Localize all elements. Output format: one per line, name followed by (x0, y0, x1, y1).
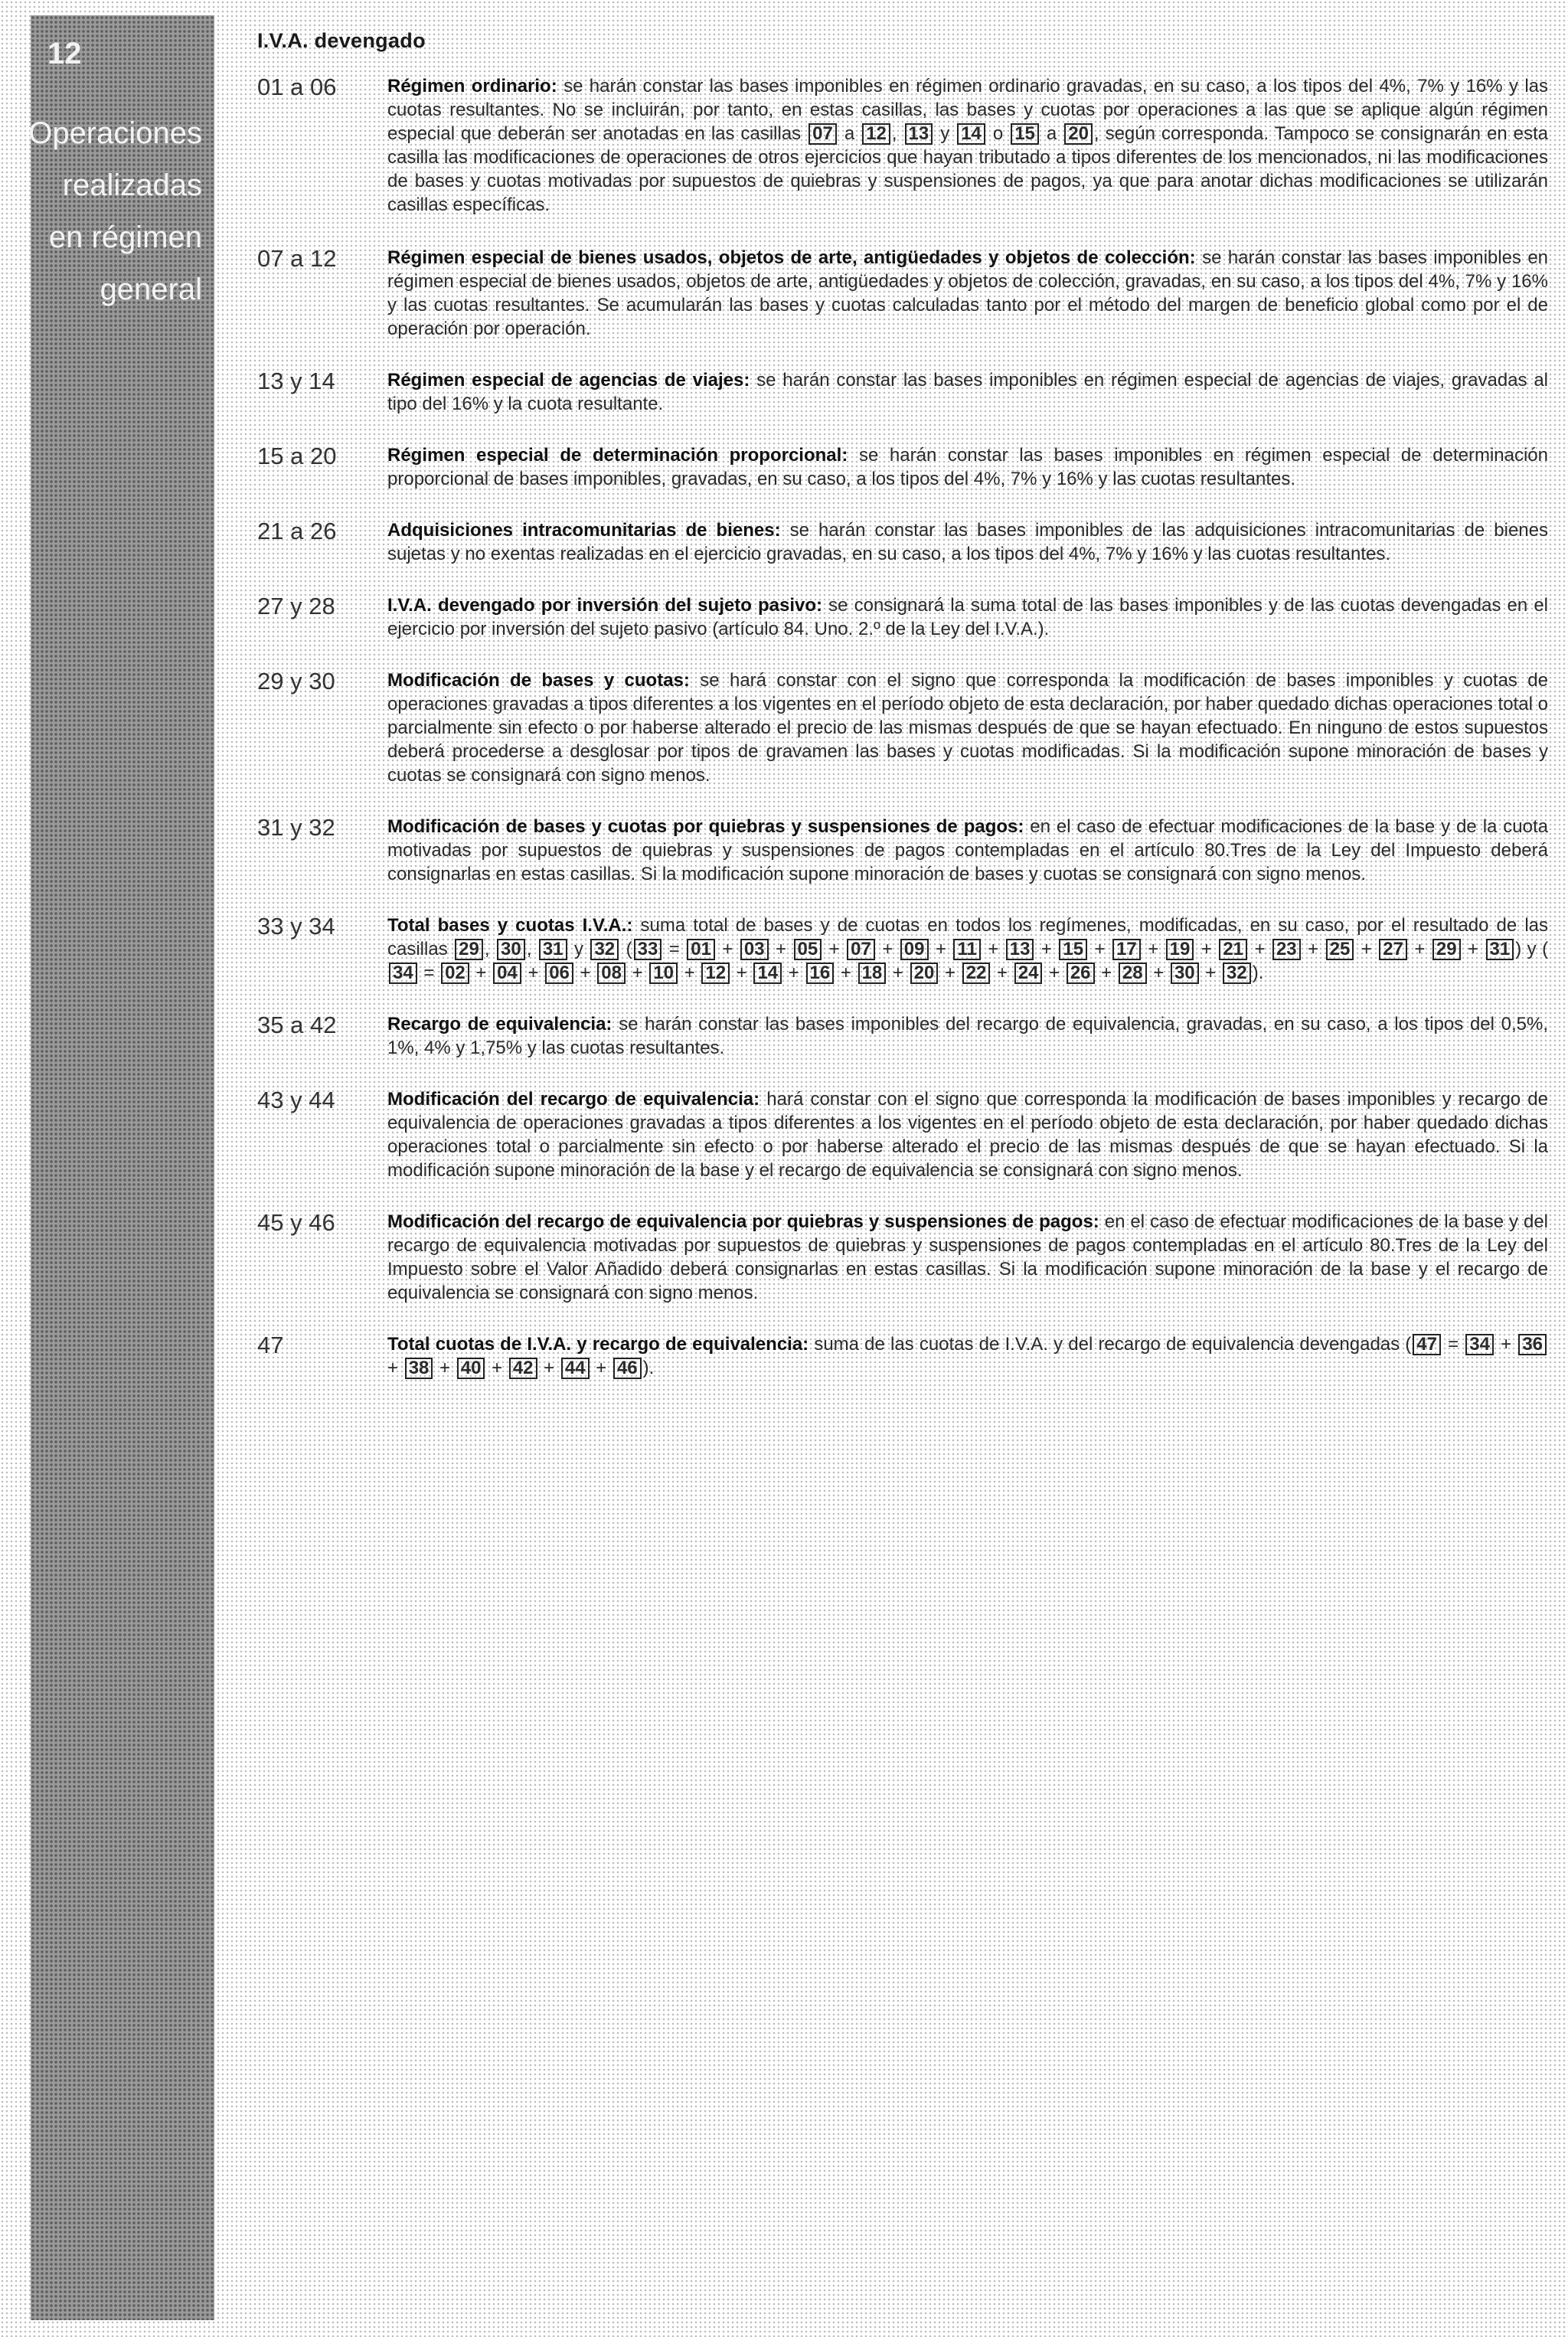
entry-body (387, 1012, 1548, 1060)
entry-code: 47 (257, 1332, 284, 1358)
entry-code: 45 y 46 (257, 1209, 335, 1236)
box-ref: 29 (1432, 939, 1461, 960)
entry-code: 31 y 32 (257, 814, 335, 841)
box-ref: 07 (808, 123, 837, 145)
entry-text: en el caso de efectuar modificaciones de la base y del recargo de equivalencia motivadas por supuestos de quiebras y suspensiones de pagos contempladas en el artículo 80.Tres de la Ley del Impuesto sobre el Valor Añadido deberá consignarlas en estas casillas. Si la modificación supone minoración de la base y el recargo de equivalencia se consignará con signo menos. (387, 1211, 1549, 1303)
entry-title: Modificación del recargo de equivalencia: (387, 1089, 760, 1110)
entry-title: Modificación de bases y cuotas: (387, 670, 690, 691)
section-number: 12 (47, 37, 82, 70)
box-ref: 14 (957, 123, 985, 145)
section-sidebar-title (28, 107, 202, 315)
box-ref: 34 (1465, 1334, 1494, 1355)
box-ref: 38 (405, 1358, 433, 1379)
box-ref: 36 (1518, 1334, 1547, 1355)
entry-title: Modificación del recargo de equivalencia por quiebras y suspensiones de pagos: (387, 1211, 1099, 1232)
main-content (257, 29, 1548, 1380)
box-ref: 22 (962, 963, 991, 984)
box-ref: 46 (613, 1358, 642, 1379)
box-ref: 07 (847, 939, 875, 960)
entry-code: 13 y 14 (257, 368, 335, 394)
box-ref: 31 (539, 939, 567, 960)
box-ref: 12 (701, 963, 730, 984)
entry-text: suma de las cuotas de I.V.A. y del recargo de equivalencia devengadas ( 47 = 34 + 36 + 38 + 40 + 42 + 44 + 46 ). (387, 1334, 1548, 1378)
box-ref: 01 (687, 939, 715, 960)
entry-body (387, 1087, 1548, 1182)
entry-code: 29 y 30 (257, 668, 335, 695)
sidebar-panel (28, 15, 214, 2320)
entry-text: suma total de bases y de cuotas en todos los regímenes, modificadas, en su caso, por el resultado de las casillas 29 , 30 , 31 y 32 ( 33 = 01 + 03 + 05 + 07 + 09 + 11 + 13 + 15 + 17 + 19 + 21 + 23 + 25 + 27 + 29 + 31 ) y (34 = 02 + 04 + 06 + 08 + 10 + 12 + 14 + 16 + 18 + 20 + 22 + 24 + 26 + 28 + 30 + 32 ). (387, 915, 1549, 983)
section-title: I.V.A. devengado (257, 29, 426, 52)
entry-title: Régimen especial de determinación proporcional: (387, 445, 848, 466)
entry-body (387, 74, 1548, 217)
box-ref: 12 (862, 123, 890, 145)
entry-07-12 (257, 246, 1548, 341)
sidebar-title-line: en régimen (48, 221, 202, 254)
box-ref: 29 (455, 939, 483, 960)
box-ref: 31 (1486, 939, 1514, 960)
box-ref: 21 (1219, 939, 1247, 960)
entry-body (387, 1210, 1548, 1305)
box-ref: 24 (1014, 963, 1043, 984)
box-ref: 28 (1119, 963, 1147, 984)
box-ref: 13 (905, 123, 933, 145)
entry-title: Total cuotas de I.V.A. y recargo de equivalencia: (387, 1334, 809, 1355)
entry-title: Régimen especial de agencias de viajes: (387, 370, 750, 391)
entry-45-46 (257, 1210, 1548, 1305)
box-ref: 40 (457, 1358, 485, 1379)
entry-title: Régimen ordinario: (387, 76, 557, 96)
entry-text: se hará constar con el signo que corresponda la modificación de bases imponibles y cuotas de operaciones gravadas a tipos diferentes a los vigentes en el período objeto de esta declaración, por haber quedado dichas operaciones total o parcialmente sin efecto o por haberse alterado el precio de las mismas después de que se hayan efectuado. En ninguno de estos supuestos deberá procederse a desglosar por tipos de gravamen las bases y cuotas modificadas. Si la modificación supone minoración de bases y cuotas se consignará con signo menos. (387, 670, 1548, 786)
entry-text: se harán constar las bases imponibles en régimen especial de bienes usados, objetos de arte, antigüedades y objetos de colección, gravadas, en su caso, a los tipos del 4%, 7% y 16% y las cuotas resultantes. Se acumularán las bases y cuotas calculadas tanto por el método del margen de beneficio global como por el de operación por operación. (387, 247, 1549, 339)
sidebar-title-line: realizadas (62, 168, 202, 202)
box-ref: 47 (1413, 1334, 1441, 1355)
entry-47 (257, 1332, 1548, 1380)
entry-35-42 (257, 1012, 1548, 1060)
entry-title: Modificación de bases y cuotas por quiebras y suspensiones de pagos: (387, 816, 1024, 837)
entry-text: se consignará la suma total de las bases imponibles y de las cuotas devengadas en el ejercicio por inversión del sujeto pasivo (artículo 84. Uno. 2.º de la Ley del I.V.A.). (387, 595, 1549, 639)
entry-text: hará constar con el signo que corresponda la modificación de bases imponibles y recargo de equivalencia de operaciones gravadas a tipos diferentes a los vigentes en el período objeto de esta declaración, por haber quedado dichas operaciones total o parcialmente sin efecto o por haberse alterado el precio de las mismas después de que se hayan efectuado. Si la modificación supone minoración de la base y el recargo de equivalencia se consignará con signo menos. (387, 1089, 1548, 1181)
entry-33-34 (257, 914, 1548, 985)
box-ref: 20 (1064, 123, 1093, 145)
entry-body (387, 518, 1548, 566)
box-ref: 18 (858, 963, 887, 984)
entry-code: 07 a 12 (257, 245, 337, 272)
box-ref: 44 (561, 1358, 590, 1379)
entry-code: 43 y 44 (257, 1087, 335, 1113)
sidebar-title-line: general (100, 273, 202, 306)
entry-code: 33 y 34 (257, 913, 335, 940)
entry-text: se harán constar las bases imponibles en régimen ordinario gravadas, en su caso, a los tipos del 4%, 7% y 16% y las cuotas resultantes. No se incluirán, por tanto, en estas casillas, las bases y cuotas por operaciones a las que se aplique algún régimen especial que deberán ser anotadas en las casillas 07 a 12 , 13 y 14 o 15 a 20 , según corresponda. Tampoco se consignarán en esta casilla las modificaciones de operaciones de otros ejercicios que hayan tributado a tipos diferentes de los mencionados, ni las modificaciones de bases y cuotas motivadas por supuestos de quiebras y suspensiones de pagos, ya que para anotar dichas modificaciones se utilizarán casillas específicas. (387, 76, 1549, 215)
entry-text: se harán constar las bases imponibles en régimen especial de determinación proporcional de bases imponibles, gravadas, en su caso, a los tipos del 4%, 7% y 16% y las cuotas resultantes. (387, 445, 1549, 489)
entry-body (387, 815, 1548, 886)
box-ref: 27 (1379, 939, 1407, 960)
entry-body (387, 914, 1548, 985)
entry-21-26 (257, 518, 1548, 566)
entry-body (387, 368, 1548, 416)
entry-15-20 (257, 443, 1548, 491)
entry-body (387, 668, 1548, 787)
box-ref: 30 (497, 939, 525, 960)
entry-29-30 (257, 668, 1548, 787)
entry-body (387, 1332, 1548, 1380)
entry-text: se harán constar las bases imponibles en régimen especial de agencias de viajes, gravadas al tipo del 16% y la cuota resultante. (387, 370, 1549, 414)
box-ref: 08 (597, 963, 626, 984)
box-ref: 19 (1166, 939, 1194, 960)
entry-text: en el caso de efectuar modificaciones de la base y de la cuota motivadas por supuestos de quiebras y suspensiones de pagos contempladas en el artículo 80.Tres de la Ley del Impuesto deberá consignarlas en estas casillas. Si la modificación supone minoración de bases y cuotas se consignará con signo menos. (387, 816, 1548, 884)
box-ref: 26 (1067, 963, 1095, 984)
entry-title: Régimen especial de bienes usados, objetos de arte, antigüedades y objetos de colección: (387, 247, 1196, 268)
entry-title: I.V.A. devengado por inversión del sujeto pasivo: (387, 595, 823, 616)
entry-title: Recargo de equivalencia: (387, 1014, 612, 1034)
entry-13-14 (257, 368, 1548, 416)
entry-body (387, 246, 1548, 341)
box-ref: 10 (649, 963, 678, 984)
box-ref: 32 (1223, 963, 1251, 984)
box-ref: 14 (753, 963, 782, 984)
box-ref: 20 (910, 963, 939, 984)
box-ref: 33 (634, 939, 662, 960)
entry-text: se harán constar las bases imponibles del recargo de equivalencia, gravadas, en su caso, a los tipos del 0,5%, 1%, 4% y 1,75% y las cuotas resultantes. (387, 1014, 1549, 1058)
entry-code: 15 a 20 (257, 443, 337, 469)
box-ref: 15 (1011, 123, 1039, 145)
box-ref: 30 (1171, 963, 1199, 984)
box-ref: 06 (545, 963, 573, 984)
box-ref: 16 (806, 963, 835, 984)
entry-43-44 (257, 1087, 1548, 1182)
box-ref: 02 (441, 963, 469, 984)
entry-27-28 (257, 593, 1548, 641)
entry-body (387, 593, 1548, 641)
box-ref: 03 (740, 939, 769, 960)
entry-31-32 (257, 815, 1548, 886)
entry-title: Adquisiciones intracomunitarias de bienes: (387, 520, 781, 541)
entry-code: 01 a 06 (257, 74, 337, 100)
box-ref: 05 (794, 939, 822, 960)
box-ref: 04 (493, 963, 521, 984)
entry-01-06 (257, 74, 1548, 217)
box-ref: 23 (1272, 939, 1301, 960)
entry-text: se harán constar las bases imponibles de las adquisiciones intracomunitarias de bienes sujetas y no exentas realizadas en el ejercicio gravadas, en su caso, a los tipos del 4%, 7% y 16% y las cuotas resultantes. (387, 520, 1548, 564)
entry-code: 27 y 28 (257, 593, 335, 619)
box-ref: 25 (1326, 939, 1354, 960)
box-ref: 15 (1059, 939, 1087, 960)
entry-title: Total bases y cuotas I.V.A.: (387, 915, 633, 936)
entry-code: 21 a 26 (257, 518, 337, 544)
box-ref: 42 (509, 1358, 537, 1379)
box-ref: 17 (1112, 939, 1141, 960)
box-ref: 32 (590, 939, 619, 960)
box-ref: 13 (1006, 939, 1034, 960)
box-ref: 11 (953, 939, 980, 960)
box-ref: 34 (389, 963, 417, 984)
entry-code: 35 a 42 (257, 1012, 337, 1038)
box-ref: 09 (900, 939, 929, 960)
sidebar-title-line: Operaciones (28, 116, 202, 150)
entry-body (387, 443, 1548, 491)
